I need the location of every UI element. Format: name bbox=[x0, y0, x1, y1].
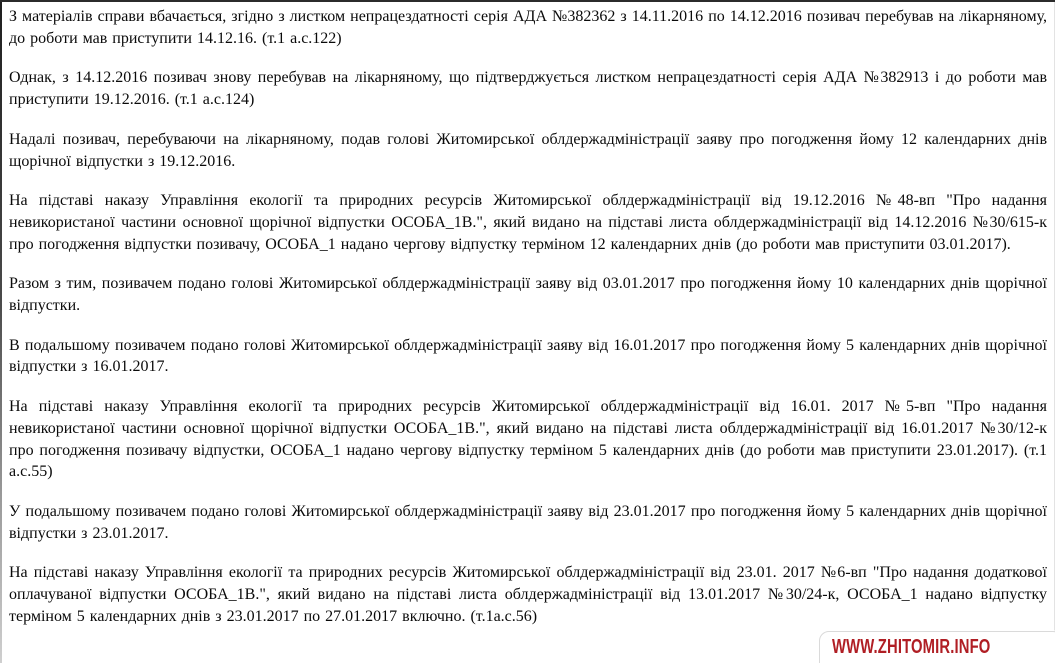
paragraph-sick-leave-2: Однак, з 14.12.2016 позивач знову перебував на лікарняному, що підтверджується листком непрацездатності серія АДА №382913 і до роботи мав приступити 19.12.2016. (т.1 а.с.124) bbox=[9, 69, 1047, 109]
zhitomir-watermark-text: WWW.ZHITOMIR.INFO bbox=[831, 636, 991, 659]
paragraph-order-6-vp: На підставі наказу Управління екології та природних ресурсів Житомирської облдержадміністрації від 23.01. 2017 №6-вп "Про надання додаткової оплачуваної відпустки ОСОБА_1В.", який видано на підставі листа облдержадміністрації від 13.01.2017 №30/24-к, ОСОБА_1 надано відпустку терміном 5 календарних днів з 23.01.2017 по 27.01.2017 включно. (т.1а.с.56) bbox=[9, 564, 1047, 625]
paragraph-sick-leave-1: З матеріалів справи вбачається, згідно з листком непрацездатності серія АДА №382362 з 14.11.2016 по 14.12.2016 позивач перебував на лікарняному, до роботи мав приступити 14.12.16. (т.1 а.с.122) bbox=[9, 8, 1047, 47]
paragraph-vacation-request-5-days-jan16: В подальшому позивачем подано голові Житомирської облдержадміністрації заяву від 16.01.2017 про погодження йому 5 календарних днів щорічної відпустки з 16.01.2017. bbox=[9, 336, 1047, 376]
paragraph-order-5-vp: На підставі наказу Управління екології та природних ресурсів Житомирської облдержадміністрації від 16.01. 2017 №5-вп "Про надання невикористаної частини основної щорічної відпустки ОСОБА_1В.", який видано на підставі листа облдержадміністрації від 16.01.2017 №30/12-к про погодження позивачу відпустки, ОСОБА_1 надано чергову відпустку терміном 5 календарних днів (до роботи мав приступити 23.01.2017). (т.1 а.с.55) bbox=[9, 398, 1047, 481]
paragraph-order-48-vp: На підставі наказу Управління екології та природних ресурсів Житомирської облдержадміністрації від 19.12.2016 №48-вп "Про надання невикористаної частини основної щорічної відпустки ОСОБА_1В.", який видано на підставі листа облдержадміністрації від 14.12.2016 №30/615-к про погодження відпустки позивачу, ОСОБА_1 надано чергову відпустку терміном 12 календарних днів (до роботи мав приступити 03.01.2017). bbox=[9, 192, 1047, 253]
zhitomir-watermark bbox=[819, 631, 1055, 663]
paragraph-vacation-request-5-days-jan23: У подальшому позивачем подано голові Житомирської облдержадміністрації заяву від 23.01.2017 про погодження йому 5 календарних днів щорічної відпустки з 23.01.2017. bbox=[9, 502, 1047, 542]
document-text bbox=[9, 6, 1047, 627]
paragraph-vacation-request-10-days: Разом з тим, позивачем подано голові Житомирської облдержадміністрації заяву від 03.01.2017 про погодження йому 10 календарних днів щорічної відпустки. bbox=[9, 275, 1047, 315]
left-border-line bbox=[0, 2, 2, 663]
paragraph-vacation-request-12-days: Надалі позивач, перебуваючи на лікарняному, подав голові Житомирської облдержадміністрації заяву про погодження йому 12 календарних днів щорічної відпустки з 19.12.2016. bbox=[9, 130, 1047, 170]
